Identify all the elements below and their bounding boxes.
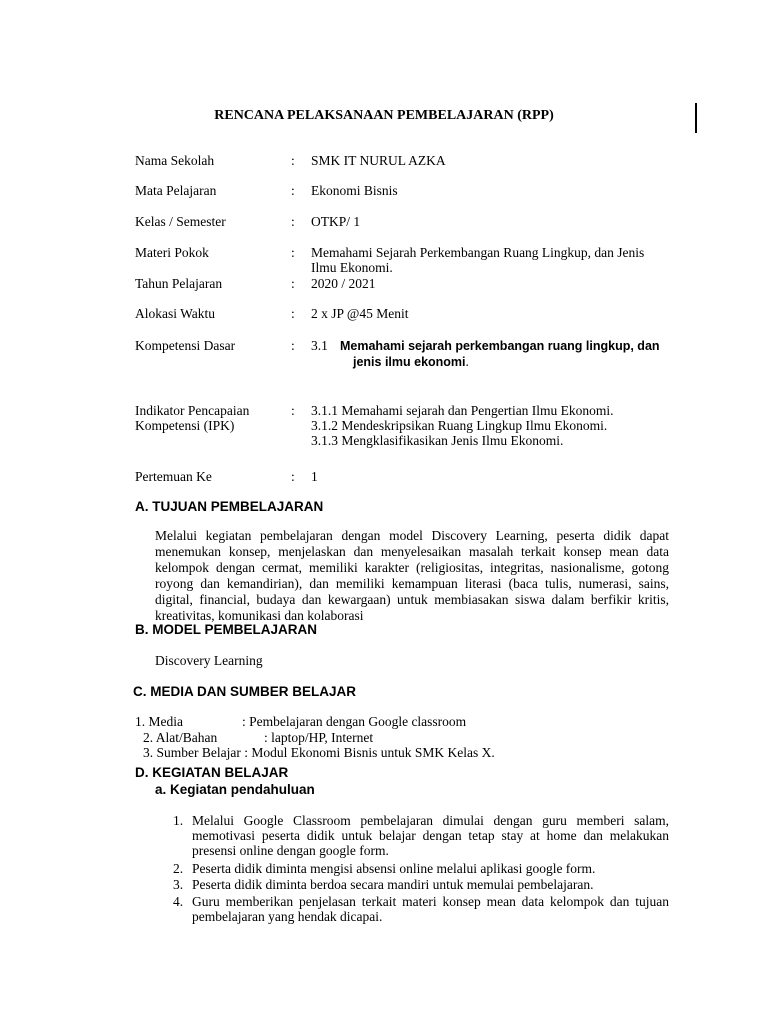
media-label: 1. Media: [135, 714, 183, 729]
label-tahun-pelajaran: Tahun Pelajaran: [135, 276, 223, 291]
colon: :: [291, 245, 295, 260]
kd-line2-text: jenis ilmu ekonomi: [353, 355, 466, 369]
label-mata-pelajaran: Mata Pelajaran: [135, 183, 217, 198]
list-number: 1.: [173, 813, 184, 828]
sumber-belajar: 3. Sumber Belajar : Modul Ekonomi Bisnis untuk SMK Kelas X.: [143, 745, 495, 760]
list-number: 4.: [173, 894, 184, 909]
label-nama-sekolah: Nama Sekolah: [135, 153, 215, 168]
document-title: RENCANA PELAKSANAAN PEMBELAJARAN (RPP): [214, 108, 554, 123]
value-materi-pokok-line1: Memahami Sejarah Perkembangan Ruang Lingkup, dan Jenis: [311, 245, 645, 260]
list-line: presensi online dengan google form.: [192, 843, 389, 859]
paragraph-line: digital, financial, budaya dan kewargaan) untuk membiasakan siswa dalam berfikir kritis,: [155, 591, 669, 607]
list-text: [192, 813, 669, 859]
kegiatan-pendahuluan-heading: a. Kegiatan pendahuluan: [155, 782, 315, 797]
section-c-heading: C. MEDIA DAN SUMBER BELAJAR: [133, 684, 357, 699]
list-line: memotivasi peserta didik untuk belajar dengan tetap stay at home dan melakukan: [192, 828, 669, 844]
label-kelas-semester: Kelas / Semester: [135, 214, 226, 229]
alat-bahan-value: : laptop/HP, Internet: [264, 730, 374, 745]
ipk-item-1: 3.1.1 Memahami sejarah dan Pengertian Ilmu Ekonomi.: [311, 403, 614, 418]
value-materi-pokok-line2: Ilmu Ekonomi.: [311, 260, 393, 275]
label-indikator-line2: Kompetensi (IPK): [135, 418, 235, 433]
colon: :: [291, 469, 295, 484]
alat-bahan-label: 2. Alat/Bahan: [143, 730, 218, 745]
value-tahun-pelajaran: 2020 / 2021: [311, 276, 376, 291]
colon: :: [291, 338, 295, 353]
value-kompetensi-dasar-line2: [353, 354, 469, 370]
ipk-item-2: 3.1.2 Mendeskripsikan Ruang Lingkup Ilmu Ekonomi.: [311, 418, 608, 433]
media-value: : Pembelajaran dengan Google classroom: [242, 714, 467, 729]
label-materi-pokok: Materi Pokok: [135, 245, 209, 260]
colon: :: [291, 153, 295, 168]
value-pertemuan-ke: 1: [311, 469, 318, 484]
section-b-heading: B. MODEL PEMBELAJARAN: [135, 622, 318, 637]
value-kompetensi-dasar-line1: Memahami sejarah perkembangan ruang lingkup, dan: [340, 339, 660, 353]
label-pertemuan-ke: Pertemuan Ke: [135, 469, 212, 484]
list-number: 3.: [173, 877, 184, 892]
paragraph-line: Melalui kegiatan pembelajaran dengan model Discovery Learning, peserta didik dapat: [155, 528, 669, 543]
ipk-item-3: 3.1.3 Mengklasifikasikan Jenis Ilmu Ekonomi.: [311, 433, 564, 448]
value-nama-sekolah: SMK IT NURUL AZKA: [311, 153, 446, 168]
paragraph-line: kreativitas, komunikasi dan kolaborasi: [155, 607, 364, 623]
kd-trailing-period: .: [465, 354, 469, 369]
paragraph-line: kelompok dengan cermat, memiliki karakter (religiositas, integritas, nasionalisme, gotong: [155, 559, 669, 575]
label-alokasi-waktu: Alokasi Waktu: [135, 306, 216, 321]
value-kelas-semester: OTKP/ 1: [311, 214, 361, 229]
label-indikator-line1: Indikator Pencapaian: [135, 403, 250, 418]
list-line: Melalui Google Classroom pembelajaran dimulai dengan guru memberi salam,: [192, 813, 669, 828]
list-line: Guru memberikan penjelasan terkait materi konsep mean data kelompok dan tujuan: [192, 894, 669, 909]
list-text: [192, 894, 669, 924]
colon: :: [291, 403, 295, 418]
value-alokasi-waktu: 2 x JP @45 Menit: [311, 306, 409, 321]
list-text: Peserta didik diminta mengisi absensi online melalui aplikasi google form.: [192, 861, 596, 876]
paragraph-line: royong dan kemandirian), dan memiliki kemampuan literasi (baca tulis, numerasi, sains,: [155, 575, 669, 591]
label-kompetensi-dasar: Kompetensi Dasar: [135, 338, 236, 353]
list-number: 2.: [173, 861, 184, 876]
colon: :: [291, 183, 295, 198]
kd-number: 3.1: [311, 338, 328, 353]
section-d-heading: D. KEGIATAN BELAJAR: [135, 765, 289, 780]
colon: :: [291, 276, 295, 291]
value-mata-pelajaran: Ekonomi Bisnis: [311, 183, 398, 198]
paragraph-line: menemukan konsep, menjelaskan dan menyelesaikan masalah terkait konsep mean data: [155, 543, 669, 559]
list-line: pembelajaran yang hendak dicapai.: [192, 909, 383, 925]
section-a-heading: A. TUJUAN PEMBELAJARAN: [135, 499, 324, 514]
section-a-paragraph: [155, 528, 669, 623]
colon: :: [291, 306, 295, 321]
list-text: Peserta didik diminta berdoa secara mandiri untuk memulai pembelajaran.: [192, 877, 594, 892]
colon: :: [291, 214, 295, 229]
model-pembelajaran-text: Discovery Learning: [155, 653, 263, 668]
